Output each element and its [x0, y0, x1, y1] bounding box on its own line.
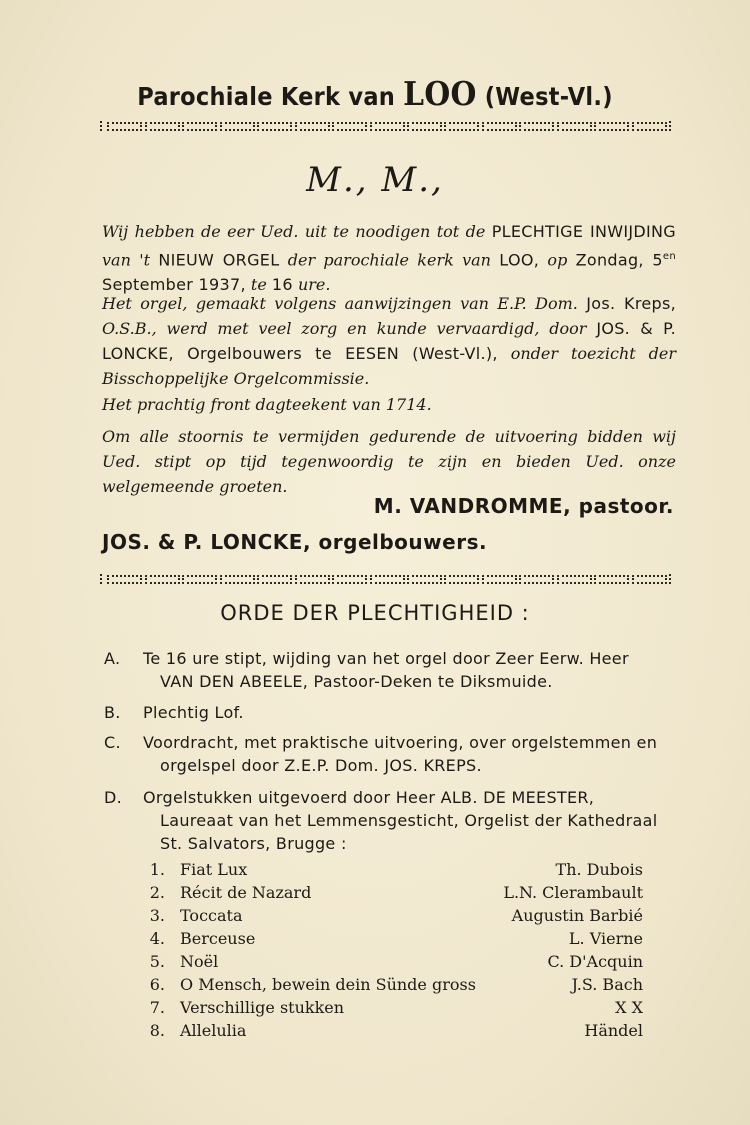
program-row: [143, 973, 643, 996]
section-letter: A.: [104, 649, 121, 668]
program-row: [143, 881, 643, 904]
border-ornament: [407, 122, 442, 131]
border-ornament: [182, 122, 217, 131]
program-number: 2.: [149, 883, 165, 902]
program-piece: O Mensch, bewein dein Sünde gross: [180, 975, 476, 994]
border-ornament: [107, 122, 142, 131]
p2-text-c: O.S.B., werd met veel zorg en kunde vervaardigd, door: [102, 319, 597, 338]
border-ornament: [407, 575, 442, 584]
border-ornament: [557, 122, 592, 131]
border-ornament: [220, 575, 255, 584]
program-composer: L. Vierne: [568, 929, 643, 948]
border-ornament: [145, 122, 180, 131]
program-piece: Toccata: [180, 906, 243, 925]
border-end-mark: [669, 121, 674, 131]
salutation: M., M.,: [306, 160, 444, 200]
border-ornament: [220, 122, 255, 131]
p2-text-a: Het orgel, gemaakt volgens aanwijzingen van E.P. Dom.: [102, 294, 587, 313]
border-ornament: [257, 575, 292, 584]
p2-text-e: onder toezicht der Bisschoppelijke Orgelcommissie.: [102, 344, 677, 388]
p1-text-f: LOO,: [499, 250, 540, 270]
title-suffix: (West-Vl.): [476, 82, 613, 111]
title-prefix: Parochiale Kerk van: [137, 82, 404, 111]
signature-pastor: M. VANDROMME, pastoor.: [373, 494, 674, 518]
program-piece: Verschillige stukken: [180, 998, 345, 1017]
border-ornament: [632, 575, 667, 584]
letter-paragraph-3: [102, 392, 676, 417]
p1-text-j: te: [245, 275, 272, 295]
border-ornament: [519, 575, 554, 584]
p1-sup: en: [662, 251, 677, 262]
p4-text: Om alle stoornis te vermijden gedurende de uitvoering bidden wij Ued. stipt op tijd tegenwoordig te zijn en bieden Ued. onze welgemeende groeten.: [102, 427, 676, 496]
section-line: orgelspel door Z.E.P. Dom. JOS. KREPS.: [160, 756, 482, 775]
program-piece: Noël: [180, 952, 219, 971]
section-line: St. Salvators, Brugge :: [160, 834, 347, 853]
program-row: [143, 996, 643, 1019]
p1-text-k: 16: [271, 275, 293, 295]
program-number: 8.: [149, 1021, 165, 1040]
border-ornament: [444, 575, 479, 584]
program-row: [143, 950, 643, 973]
order-section-a: [104, 647, 684, 693]
title-village: LOO: [403, 74, 477, 113]
border-ornament: [295, 575, 330, 584]
border-ornament: [519, 122, 554, 131]
section-line: VAN DEN ABEELE, Pastoor-Deken te Diksmuide.: [160, 672, 553, 691]
border-end-mark: [100, 574, 105, 584]
order-section-b: [104, 701, 684, 724]
program-piece: Fiat Lux: [180, 860, 248, 879]
order-title: ORDE DER PLECHTIGHEID :: [220, 601, 530, 625]
program-number: 6.: [149, 975, 165, 994]
program-list: [143, 858, 643, 1042]
p1-text-e: der parochiale kerk van: [279, 250, 500, 270]
border-ornament: [145, 575, 180, 584]
border-ornament: [107, 575, 142, 584]
program-composer: L.N. Clerambault: [503, 883, 643, 902]
program-row: [143, 858, 643, 881]
program-piece: Allelulia: [180, 1021, 247, 1040]
p1-text-g: op: [539, 250, 576, 270]
p2-text-b: Jos. Kreps,: [586, 294, 676, 313]
border-ornament: [332, 122, 367, 131]
program-row: [143, 927, 643, 950]
p2-text-d: JOS. & P. LONCKE, Orgelbouwers te EESEN (West-Vl.),: [102, 319, 676, 363]
border-ornament: [594, 575, 629, 584]
p3-text: Het prachtig front dagteekent van 1714.: [102, 395, 432, 414]
border-end-mark: [100, 121, 105, 131]
p1-text-l: ure.: [292, 275, 331, 295]
border-ornament: [594, 122, 629, 131]
p1-text-i: September 1937,: [102, 275, 246, 295]
program-piece: Berceuse: [180, 929, 256, 948]
program-piece: Récit de Nazard: [180, 883, 312, 902]
program-composer: Th. Dubois: [555, 860, 643, 879]
p1-text-d: NIEUW ORGEL: [158, 250, 280, 270]
border-ornament: [370, 122, 405, 131]
border-end-mark: [669, 574, 674, 584]
order-section-c: [104, 731, 684, 777]
program-row: [143, 904, 643, 927]
p1-text-a: Wij hebben de eer Ued. uit te noodigen tot de: [102, 222, 492, 241]
p1-text-h: Zondag, 5: [575, 250, 663, 270]
program-composer: C. D'Acquin: [547, 952, 643, 971]
border-ornament: [182, 575, 217, 584]
letter-paragraph-2: [102, 291, 676, 391]
border-ornament: [557, 575, 592, 584]
order-section-d: [104, 786, 684, 855]
program-number: 7.: [149, 998, 165, 1017]
decorative-border-middle: [100, 573, 674, 585]
program-composer: Augustin Barbié: [511, 906, 643, 925]
letter-paragraph-4: [102, 424, 676, 499]
program-row: [143, 1019, 643, 1042]
letter-paragraph-1: [102, 219, 676, 297]
program-composer: J.S. Bach: [571, 975, 643, 994]
section-letter: B.: [104, 703, 121, 722]
border-ornament: [257, 122, 292, 131]
program-composer: X X: [615, 998, 643, 1017]
border-ornament: [444, 122, 479, 131]
signature-builders: JOS. & P. LONCKE, orgelbouwers.: [102, 530, 488, 554]
program-number: 5.: [149, 952, 165, 971]
border-ornament: [482, 575, 517, 584]
page-title: [38, 74, 713, 113]
section-line: Laureaat van het Lemmensgesticht, Orgelist der Kathedraal: [160, 811, 658, 830]
decorative-border-top: [100, 120, 674, 132]
program-number: 3.: [149, 906, 165, 925]
section-line: Plechtig Lof.: [143, 703, 244, 722]
section-line: Te 16 ure stipt, wijding van het orgel door Zeer Eerw. Heer: [143, 649, 629, 668]
border-ornament: [370, 575, 405, 584]
section-line: Orgelstukken uitgevoerd door Heer ALB. DE MEESTER,: [143, 788, 595, 807]
program-number: 1.: [149, 860, 165, 879]
border-ornament: [332, 575, 367, 584]
border-ornament: [632, 122, 667, 131]
section-letter: C.: [104, 733, 121, 752]
border-ornament: [482, 122, 517, 131]
p1-text-c: van 't: [102, 250, 159, 270]
border-ornament: [295, 122, 330, 131]
section-line: Voordracht, met praktische uitvoering, over orgelstemmen en: [143, 733, 658, 752]
program-number: 4.: [149, 929, 165, 948]
p1-text-b: PLECHTIGE INWIJDING: [491, 222, 677, 241]
program-composer: Händel: [584, 1021, 643, 1040]
section-letter: D.: [104, 788, 123, 807]
